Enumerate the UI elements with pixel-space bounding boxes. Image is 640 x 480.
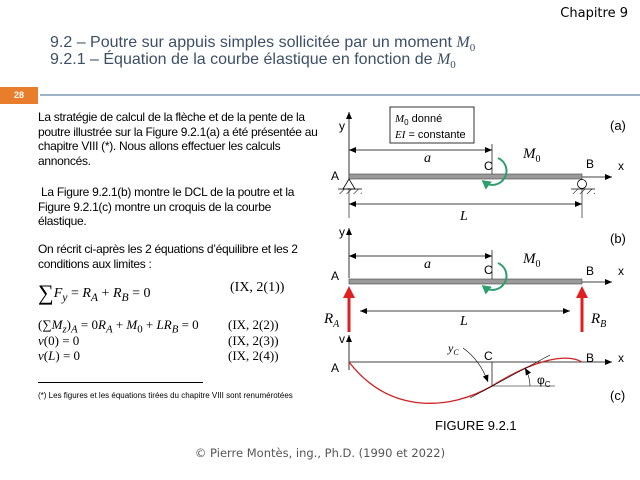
deflection-label: $y_C$: [448, 341, 459, 357]
equation-1: $\sum F_y = R_A + R_B = 0$ (IX, 2(1)): [38, 280, 285, 305]
title-line-2-text: 9.2.1 – Équation de la courbe élastique en fonction de: [50, 51, 437, 68]
equation-2-number: (IX, 2(2)): [228, 317, 279, 332]
panel-b-y-label: y: [339, 225, 345, 239]
dimension-a-label: a: [424, 151, 431, 166]
title-line-1-var: $M_0$: [456, 34, 476, 55]
footnote-rule: [38, 382, 203, 383]
panel-a-x-label: x: [618, 159, 624, 173]
figure-9-2-1: [320, 100, 640, 445]
panel-a-y-label: y: [339, 119, 345, 133]
data-box-line-1: $M_0$ donné: [395, 113, 443, 127]
panel-a-a-label: A: [331, 169, 340, 183]
beam-a: [349, 174, 582, 179]
equation-3-number: (IX, 2(3)): [228, 333, 279, 348]
panel-c-c-label: C: [484, 349, 493, 363]
slope-angle-arc: [525, 368, 530, 386]
page-number: 28: [0, 87, 38, 104]
data-box-line-2: EI = constante: [395, 129, 466, 141]
panel-a-b-label: B: [586, 157, 595, 171]
equation-4: v(L) = 0 (IX, 2(4)): [38, 348, 279, 363]
title-line-2: [50, 51, 456, 71]
equation-4-number: (IX, 2(4)): [228, 348, 279, 363]
panel-b-moment-label: $M_0$: [523, 251, 541, 270]
panel-c-x-label: x: [618, 351, 624, 365]
roller-support-b: [571, 180, 595, 195]
panel-c-label: (c): [610, 388, 626, 403]
panel-b-a-label: a: [424, 257, 431, 272]
title-rule: [40, 94, 640, 96]
panel-b-x-label: x: [618, 264, 624, 278]
equation-3: v(0) = 0 (IX, 2(3)): [38, 333, 279, 348]
dimension-l-label: L: [460, 209, 468, 224]
panel-c: [331, 332, 625, 403]
panel-b-b-point: B: [586, 264, 595, 278]
panel-b-a-point: A: [331, 269, 340, 283]
panel-a-moment-label: $M_0$: [523, 146, 541, 165]
reaction-ra-label: $R_A$: [324, 311, 340, 330]
panel-b: [323, 225, 626, 332]
panel-a-c-label: C: [484, 159, 493, 173]
panel-b-c-label: C: [484, 263, 493, 277]
copyright: © Pierre Montès, ing., Ph.D. (1990 et 2022): [194, 446, 446, 460]
panel-a: [331, 107, 626, 224]
slope-label: $\varphi_C$: [537, 373, 551, 389]
panel-c-v-label: v: [339, 332, 345, 346]
equation-1-number: (IX, 2(1)): [230, 280, 285, 295]
figure-caption: FIGURE 9.2.1: [435, 418, 517, 433]
panel-a-label: (a): [610, 118, 626, 133]
paragraph-3: On récrit ci-après les 2 équations d’équilibre et les 2 conditions aux limites :: [38, 242, 298, 271]
panel-b-label: (b): [610, 231, 626, 246]
beam-b: [349, 279, 582, 284]
paragraph-2: La Figure 9.2.1(b) montre le DCL de la poutre et la Figure 9.2.1(c) montre un croquis de la courbe élastique.: [38, 185, 295, 228]
panel-b-l-label: L: [460, 314, 468, 329]
pin-support-a: [338, 179, 362, 194]
footnote: (*) Les figures et les équations tirées du chapitre VIII sont renumérotées: [38, 391, 293, 400]
reaction-rb-label: $R_B$: [591, 311, 607, 330]
panel-c-a-point: A: [331, 361, 340, 375]
title-line-2-var: $M_0$: [436, 51, 456, 72]
equation-2: $(\sum M_z)_A = 0R_A + M_0 + LR_B = 0$ (IX, 2(2)): [38, 317, 279, 336]
chapter-label: Chapitre 9: [560, 6, 628, 21]
title-line-1-text: 9.2 – Poutre sur appuis simples sollicitée par un moment: [50, 34, 457, 51]
panel-c-b-point: B: [586, 351, 595, 365]
paragraph-1: La stratégie de calcul de la flèche et de la pente de la poutre illustrée sur la Figure 9.2.1(a) a été présentée au chapitre VIII (*). Nous allons effectuer les calculs annoncés.: [38, 110, 318, 168]
